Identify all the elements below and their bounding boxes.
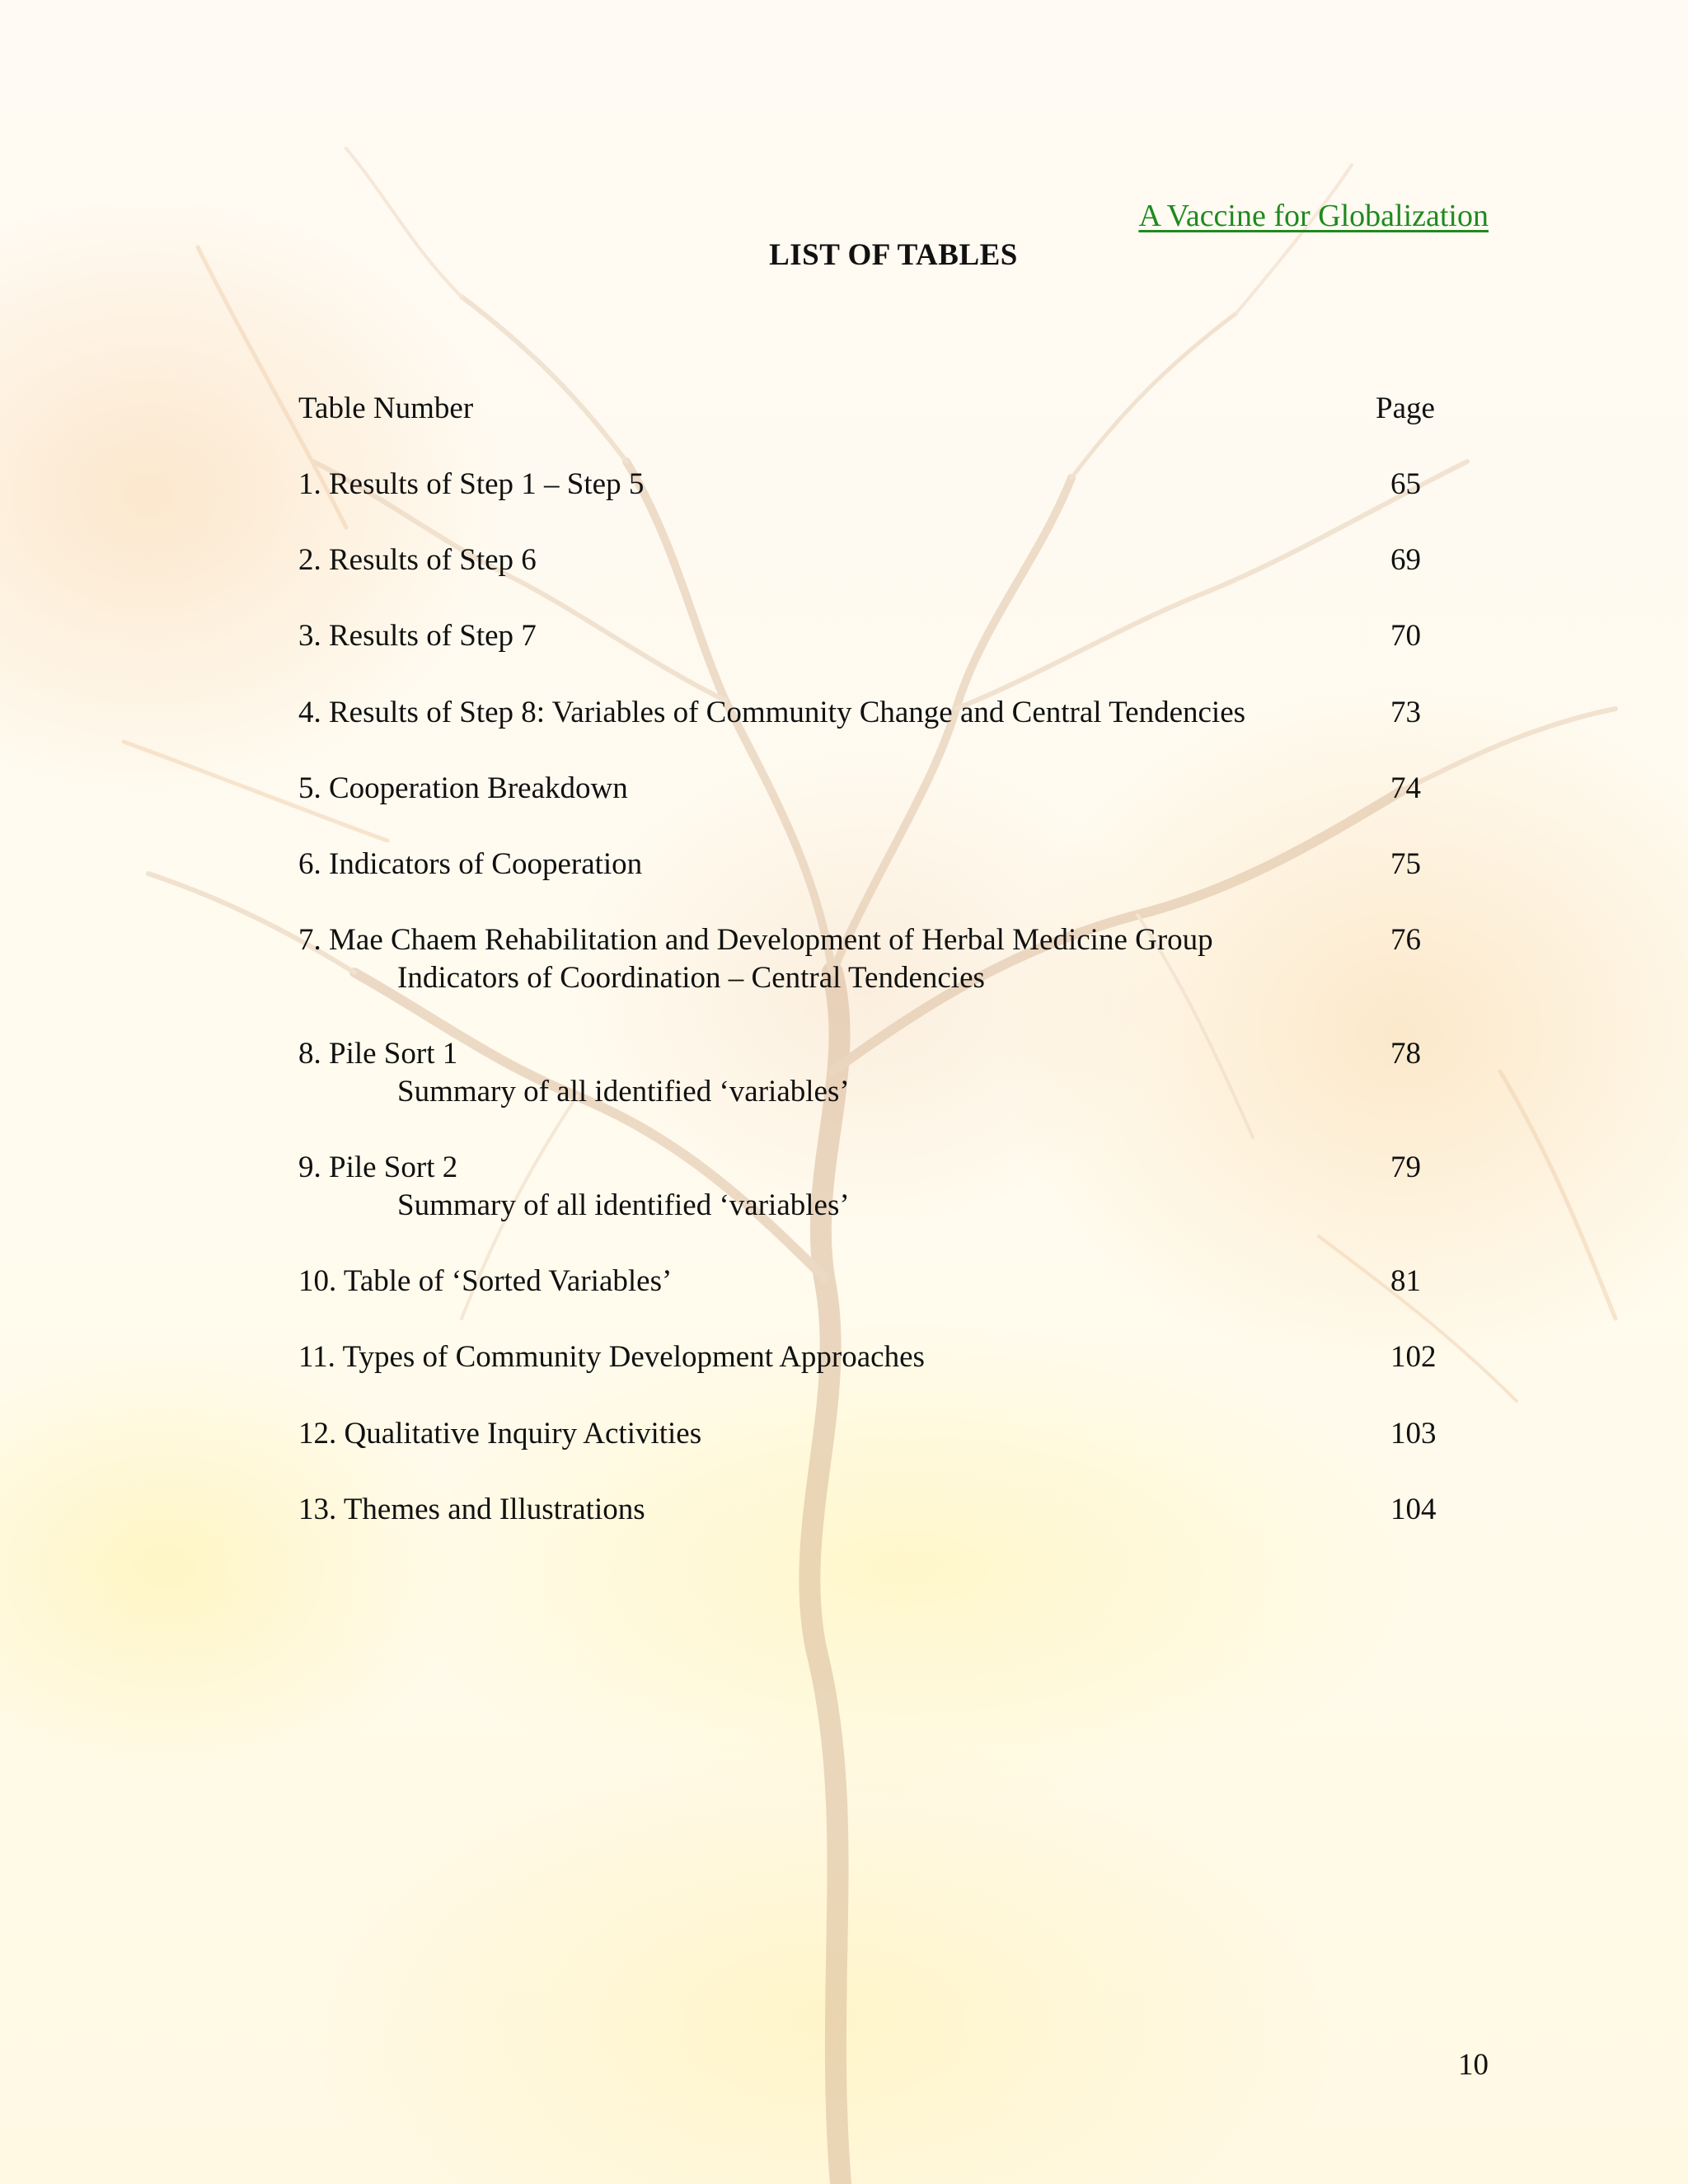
- table-entry-page: 69: [1390, 543, 1421, 577]
- table-entry-page: 81: [1390, 1264, 1421, 1298]
- table-entry-title: 5. Cooperation Breakdown: [298, 771, 628, 805]
- table-entry-page: 104: [1390, 1493, 1437, 1526]
- table-entry-page: 76: [1390, 923, 1421, 957]
- table-entry-page: 102: [1390, 1340, 1437, 1374]
- table-entry-title: 8. Pile Sort 1: [298, 1037, 458, 1071]
- table-entry-title: 3. Results of Step 7: [298, 619, 537, 653]
- column-header-page: Page: [1376, 391, 1435, 425]
- table-entry-title: 10. Table of ‘Sorted Variables’: [298, 1264, 673, 1298]
- page-number: 10: [1458, 2048, 1489, 2082]
- table-entry-subtitle: Summary of all identified ‘variables’: [397, 1075, 850, 1108]
- table-entry-page: 70: [1390, 619, 1421, 653]
- table-entry-title: 2. Results of Step 6: [298, 543, 537, 577]
- page-title: LIST OF TABLES: [769, 238, 1018, 272]
- table-entry-title: 1. Results of Step 1 – Step 5: [298, 467, 645, 501]
- table-entry-title: 7. Mae Chaem Rehabilitation and Development of Herbal Medicine Group: [298, 923, 1213, 957]
- table-entry-page: 75: [1390, 847, 1421, 881]
- table-entry-title: 9. Pile Sort 2: [298, 1151, 458, 1184]
- table-entry-title: 11. Types of Community Development Approaches: [298, 1340, 925, 1374]
- table-entry-title: 4. Results of Step 8: Variables of Community Change and Central Tendencies: [298, 696, 1246, 729]
- table-entry-page: 65: [1390, 467, 1421, 501]
- running-header: A Vaccine for Globalization: [1138, 199, 1489, 233]
- table-entry-title: 13. Themes and Illustrations: [298, 1493, 645, 1526]
- table-entry-page: 78: [1390, 1037, 1421, 1071]
- table-entry-subtitle: Summary of all identified ‘variables’: [397, 1188, 850, 1222]
- table-entry-page: 74: [1390, 771, 1421, 805]
- table-entry-title: 12. Qualitative Inquiry Activities: [298, 1417, 702, 1451]
- table-entry-page: 103: [1390, 1417, 1437, 1451]
- table-entry-page: 79: [1390, 1151, 1421, 1184]
- table-entry-title: 6. Indicators of Cooperation: [298, 847, 643, 881]
- column-header-table-number: Table Number: [298, 391, 474, 425]
- table-entry-page: 73: [1390, 696, 1421, 729]
- table-entry-subtitle: Indicators of Coordination – Central Tendencies: [397, 961, 985, 995]
